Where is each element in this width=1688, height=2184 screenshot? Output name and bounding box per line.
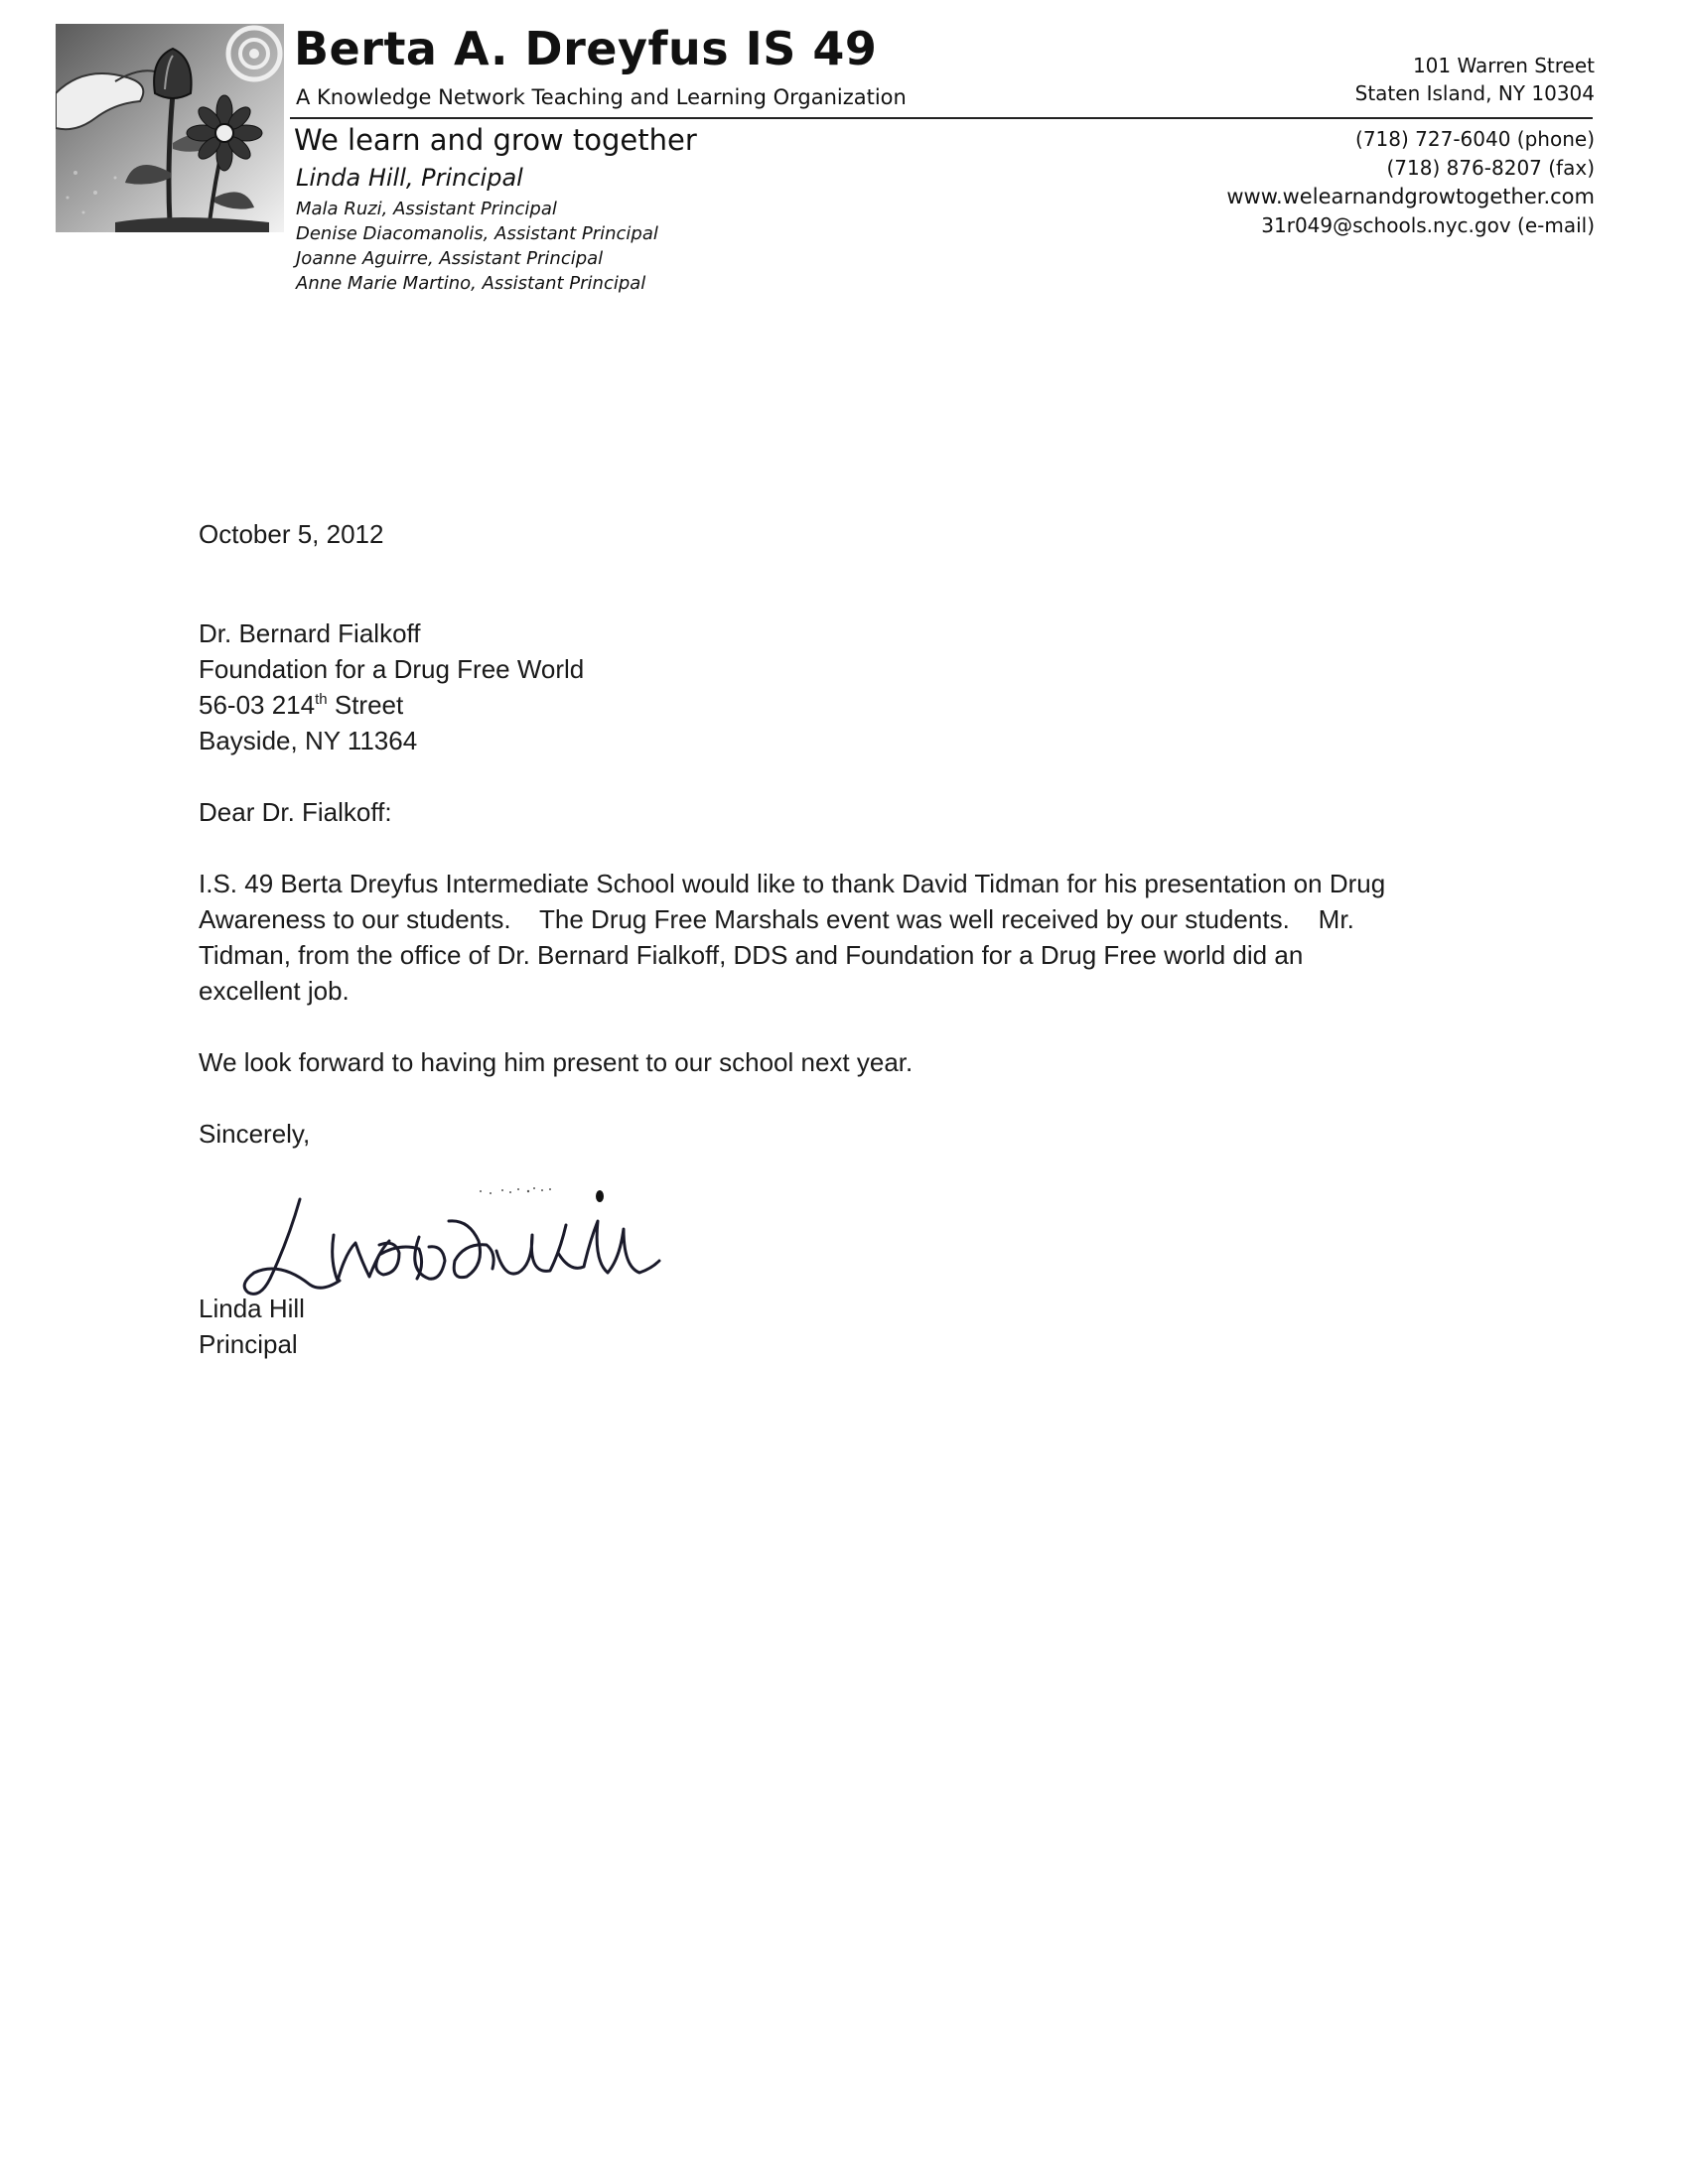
assistant-principal: Mala Ruzi, Assistant Principal [296, 199, 557, 219]
school-address [1355, 52, 1595, 107]
recipient-name: Dr. Bernard Fialkoff [199, 618, 421, 648]
recipient-organization: Foundation for a Drug Free World [199, 654, 585, 684]
address-street: 101 Warren Street [1412, 54, 1595, 77]
street-number: 56-03 214 [199, 690, 316, 720]
paragraph-line: I.S. 49 Berta Dreyfus Intermediate School would like to thank David Tidman for his presentation on Drug [199, 869, 1386, 898]
signer-name: Linda Hill [199, 1294, 305, 1323]
principal-name: Linda Hill, Principal [296, 164, 523, 192]
address-city: Staten Island, NY 10304 [1354, 81, 1595, 105]
school-name: Berta A. Dreyfus IS 49 [294, 22, 878, 75]
recipient-address [199, 615, 1529, 758]
assistant-principal-list [296, 197, 658, 296]
assistant-principal: Anne Marie Martino, Assistant Principal [296, 273, 646, 294]
paragraph-line: Awareness to our students. The Drug Free Marshals event was well received by our students. Mr. [199, 904, 1354, 934]
recipient-city: Bayside, NY 11364 [199, 726, 418, 755]
body-paragraph-1 [199, 866, 1529, 1009]
salutation: Dear Dr. Fialkoff: [199, 797, 392, 827]
letter-body [199, 516, 1529, 1152]
signer-title: Principal [199, 1329, 298, 1359]
website-link[interactable]: www.welearnandgrowtogether.com [1226, 185, 1595, 208]
signer-block [199, 1291, 305, 1362]
paragraph-line: excellent job. [199, 976, 350, 1006]
paragraph-line: Tidman, from the office of Dr. Bernard Fialkoff, DDS and Foundation for a Drug Free world did an [199, 940, 1304, 970]
school-contact [1226, 125, 1595, 240]
street-name: Street [327, 690, 404, 720]
assistant-principal: Denise Diacomanolis, Assistant Principal [296, 223, 658, 244]
recipient-street [199, 687, 1529, 723]
body-paragraph-2: We look forward to having him present to our school next year. [199, 1047, 914, 1077]
school-logo [56, 24, 284, 232]
letter-date: October 5, 2012 [199, 519, 384, 549]
letterhead-divider [290, 117, 1593, 119]
school-tagline: We learn and grow together [294, 123, 697, 157]
organization-line: A Knowledge Network Teaching and Learning Organization [296, 85, 907, 109]
fax-number: (718) 876-8207 (fax) [1386, 156, 1595, 180]
assistant-principal: Joanne Aguirre, Assistant Principal [296, 248, 604, 269]
street-ordinal: th [315, 691, 328, 708]
email-link[interactable]: 31r049@schools.nyc.gov (e-mail) [1261, 213, 1595, 237]
phone-number: (718) 727-6040 (phone) [1355, 127, 1595, 151]
closing: Sincerely, [199, 1119, 311, 1149]
